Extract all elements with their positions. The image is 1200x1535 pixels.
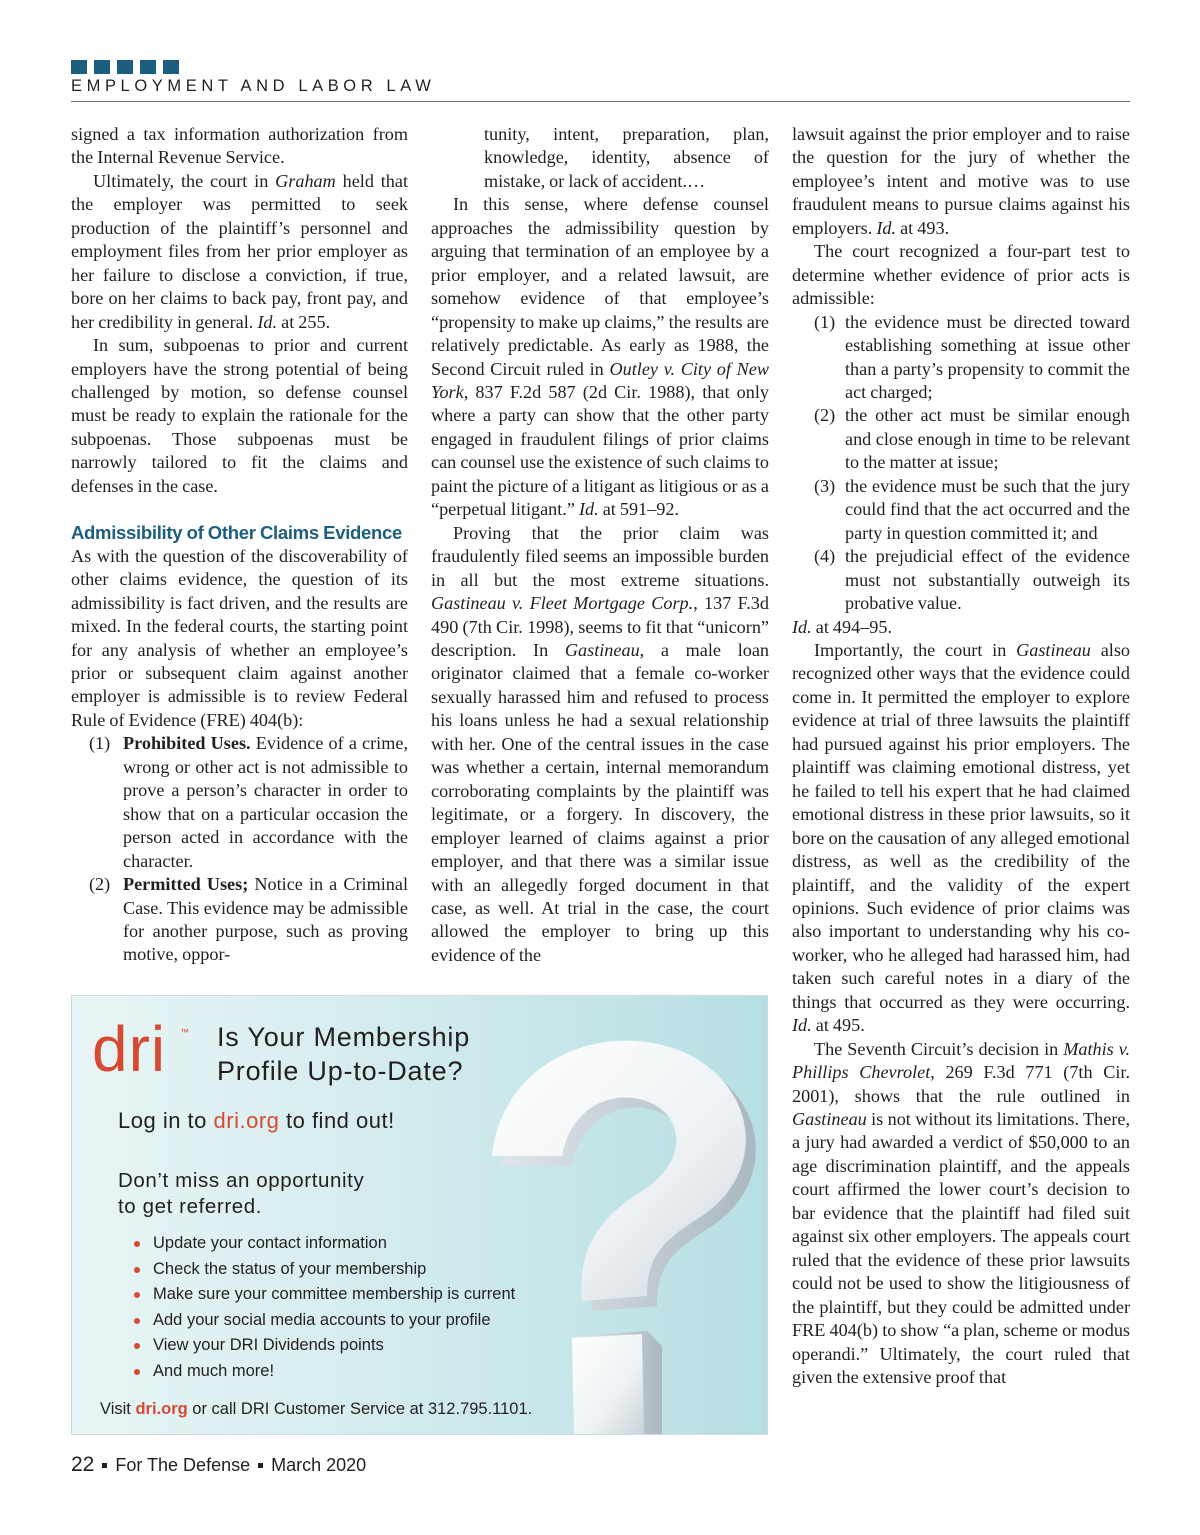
- list-item: Make sure your committee membership is current: [132, 1282, 515, 1308]
- paragraph: In this sense, where defense counsel approaches the admissibility question by arguing that termination of an employee by a prior employer, and a related lawsuit, are somehow evidence of that employee’s “propensity to make up claims,” the results are relatively predictable. As early as 1988, the Second Circuit ruled in Outley v. City of New York, 837 F.2d 587 (2d Cir. 1988), that only where a party can show that the other party engaged in fraudulent filings of prior claims can counsel use the existence of such claims to paint the picture of a litigant as litigious or as a “perpetual litigant.” Id. at 591–92.: [431, 194, 769, 520]
- list-item: (1) Prohibited Uses. Evidence of a crime, wrong or other act is not admissible to prove a person’s character in order to show that on a particular occasion the person acted in accordance with the character.: [89, 733, 409, 871]
- paragraph: Importantly, the court in Gastineau also recognized other ways that the evidence could come in. It permitted the employer to explore evidence at trial of three lawsuits the plaintiff had pursued against his prior employers. The plaintiff was claiming emotional distress, yet he failed to tell his expert that he had claimed emotional distress in these prior lawsuits, so it bore on the causation of any alleged emotional distress, as well as the credibility of the plaintiff, and the validity of the expert opinions. Such evidence of prior claims was also important to understanding why his co-worker, who he alleged had harassed him, had taken such careful notes in a diary of the things that occurred as they were occurring. Id. at 495.: [792, 639, 1130, 1036]
- trademark-mark: ™: [180, 1027, 189, 1037]
- dri-advertisement: [71, 995, 768, 1435]
- ad-bullet-list: [132, 1231, 515, 1384]
- column-3: [792, 123, 1130, 1389]
- section-title: EMPLOYMENT AND LABOR LAW: [71, 77, 436, 95]
- ad-contact-line: Visit dri.org or call DRI Customer Service at 312.795.1101.: [100, 1400, 533, 1418]
- list-item: (3) the evidence must be such that the jury could find that the act occurred and the party in question committed it; and: [814, 475, 1130, 543]
- separator: [258, 1463, 263, 1468]
- page-number: 22: [71, 1453, 95, 1476]
- paragraph: The Seventh Circuit’s decision in Mathis v. Phillips Chevrolet, 269 F.3d 771 (7th Cir. 2001), shows that the rule outlined in Gastineau is not without its limitations. There, a jury had awarded a verdict of $50,000 to an age discrimination plaintiff, and the appeals court affirmed the lower court’s decision to bar evidence that the plaintiff had filed suit against six other employers. The appeals court ruled that the evidence of these prior lawsuits could not be used to show the litigiousness of the plaintiff, but they could be admitted under FRE 404(b) to show “a plan, scheme or modus operandi.” Ultimately, the court ruled that given the extensive proof that: [792, 1038, 1130, 1388]
- list-item: View your DRI Dividends points: [132, 1333, 515, 1359]
- page-footer: [71, 1453, 366, 1477]
- paragraph: Ultimately, the court in Graham held that the employer was permitted to seek production of the plaintiff’s personnel and employment files from her prior employer as her failure to disclose a conviction, if true, bore on her claims to back pay, front pay, and her credibility in general. Id. at 255.: [71, 170, 408, 332]
- list-item: And much more!: [132, 1359, 515, 1385]
- ad-subheading: Don’t miss an opportunity to get referred.: [118, 1169, 365, 1218]
- paragraph: In sum, subpoenas to prior and current employers have the strong potential of being challenged by motion, so defense counsel must be ready to explain the rationale for the subpoenas. Those subpoenas must be narrowly tailored to fit the claims and defenses in the case.: [71, 335, 408, 496]
- paragraph: Proving that the prior claim was fraudulently filed seems an impossible burden in all but the most extreme situations. Gastineau v. Fleet Mortgage Corp., 137 F.3d 490 (7th Cir. 1998), seems to fit that “unicorn” description. In Gastineau, a male loan originator claimed that a female co-worker sexually harassed him and refused to process his loans unless he had a sexual relationship with her. One of the central issues in the case was whether a certain, internal memorandum corroborating complaints by the plaintiff was legitimate, or a forgery. In discovery, the employer learned of claims against a prior employer, and that there was a similar issue with an allegedly forged document in that case, as well. At trial in the case, the court allowed the employer to bring up this evidence of the: [431, 522, 770, 965]
- dri-link[interactable]: dri.org: [213, 1108, 280, 1133]
- publication-name: For The Defense: [115, 1454, 251, 1475]
- list-item: (4) the prejudicial effect of the evidence must not substantially outweigh its probative value.: [814, 546, 1130, 614]
- header-rule: [71, 101, 1130, 102]
- paragraph: As with the question of the discoverability of other claims evidence, the question of its admissibility is fact driven, and the results are mixed. In the federal courts, the starting point for any analysis of whether an employee’s prior or subsequent claim against another employer is admissible is to review Federal Rule of Evidence (FRE) 404(b):: [71, 545, 408, 730]
- separator: [102, 1463, 107, 1468]
- ad-headline: Is Your Membership Profile Up-to-Date?: [217, 1022, 471, 1086]
- column-1: [71, 123, 408, 967]
- citation: Id. at 494–95.: [792, 616, 893, 637]
- list-item: Update your contact information: [132, 1231, 515, 1257]
- list-item: (2) the other act must be similar enough and close enough in time to be relevant to the matter at issue;: [814, 405, 1130, 473]
- paragraph: signed a tax information authorization from the Internal Revenue Service.: [71, 124, 408, 168]
- section-heading: Admissibility of Other Claims Evidence: [71, 522, 403, 544]
- paragraph: The court recognized a four-part test to determine whether evidence of prior acts is admissible:: [792, 241, 1130, 309]
- header-squares: [71, 60, 179, 74]
- question-mark-icon: [472, 1016, 768, 1435]
- list-item: (2) Permitted Uses; Notice in a Criminal Case. This evidence may be admissible for another purpose, such as proving motive, oppor-: [89, 874, 409, 965]
- ad-login-line: Log in to dri.org to find out!: [118, 1108, 395, 1133]
- list-item: Add your social media accounts to your profile: [132, 1308, 515, 1334]
- list-item: (1) the evidence must be directed toward establishing something at issue other than a party’s propensity to commit the act charged;: [814, 311, 1130, 402]
- issue-date: March 2020: [271, 1454, 367, 1475]
- paragraph: lawsuit against the prior employer and to raise the question for the jury of whether the employee’s intent and motive was to use fraudulent means to pursue claims against his employers. Id. at 493.: [792, 124, 1130, 238]
- rule-quote: tunity, intent, preparation, plan, knowledge, identity, absence of mistake, or lack of accident.…: [484, 124, 769, 191]
- dri-logo: dri: [92, 1013, 167, 1085]
- list-item: Check the status of your membership: [132, 1257, 515, 1283]
- dri-link[interactable]: dri.org: [135, 1400, 188, 1418]
- column-2: [431, 123, 769, 967]
